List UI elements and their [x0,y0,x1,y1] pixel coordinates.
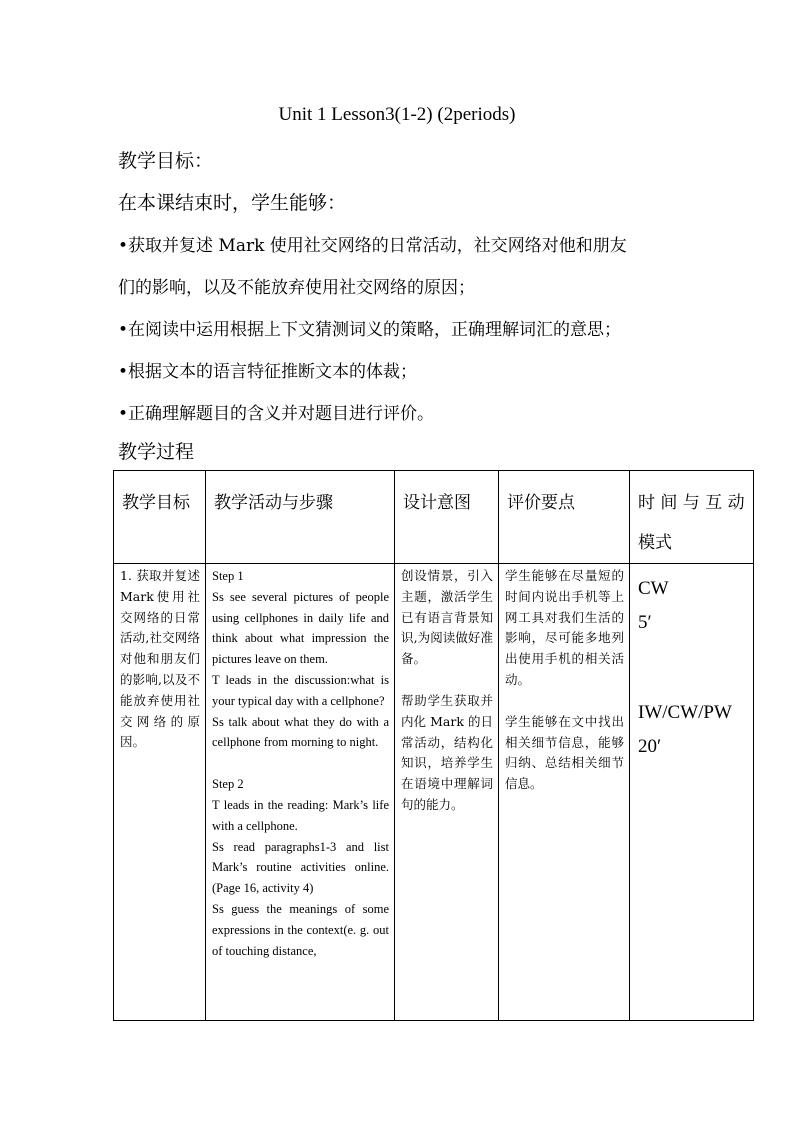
intent-spacer [401,670,493,691]
step-line: T leads in the discussion:what is your typical day with a cellphone? [212,672,389,708]
objective-text: 1. 获取并复述Mark使用社交网络的日常活动,社交网络对他和朋友们的影响,以及不能放弃使用社交网络的原因。 [120,568,200,750]
evaluation-list [499,564,629,795]
evaluation-text: 学生能够在尽量短的时间内说出手机等上网工具对我们生活的影响，尽可能多地列出使用手机的相关活动。 [505,568,624,687]
intent-list [395,564,498,816]
step-line: Ss guess the meanings of some expressions in the context(e. g. out of touching distance, [212,901,389,958]
time-spacer [638,640,745,696]
step-line: T leads in the reading: Mark’s life with a cellphone. [212,797,389,833]
header-cell [114,471,206,564]
intro-line: 在本课结束时，学生能够： [118,192,347,214]
process-heading: 教学过程 [118,441,195,463]
objective-line-4: •根据文本的语言特征推断文本的体裁； [118,362,418,382]
steps-cell [206,564,395,1021]
time-duration: 5′ [638,612,652,633]
intent-text: 创设情景，引入主题，激活学生已有语言背景知识,为阅读做好准备。 [401,568,493,667]
header-cell [630,471,754,564]
time-mode: IW/CW/PW [638,702,732,723]
header-evaluation: 评价要点 [507,493,575,513]
intent-text: 帮助学生获取并内化 Mark 的日常活动，结构化知识，培养学生在语境中理解词句的能力。 [401,692,493,812]
steps-list [206,564,394,961]
evaluation-text: 学生能够在文中找出相关细节信息，能够归纳、总结相关细节信息。 [505,713,624,792]
header-objectives: 教学目标 [122,493,190,513]
step-line: Ss read paragraphs1-3 and list Mark’s routine activities online.(Page 16, activity 4) [212,839,389,896]
lesson-table [113,470,754,1021]
step-line: Step 2 [212,777,244,792]
evaluation-spacer [505,691,624,712]
header-cell [499,471,630,564]
lesson-title: Unit 1 Lesson3(1-2) (2periods) [278,104,516,125]
objective-line-2: 们的影响，以及不能放弃使用社交网络的原因； [118,278,475,298]
step-line: Step 1 [212,569,244,583]
header-cell [395,471,499,564]
table-header-row [114,471,754,564]
step-line: Ss see several pictures of people using cellphones in daily life and think about what impression the pictures leave on them. [212,589,389,667]
time-cell [630,564,754,1021]
header-activities: 教学活动与步骤 [214,493,333,513]
time-mode: CW [638,578,669,599]
objective-line-3: •在阅读中运用根据上下文猜测词义的策略，正确理解词汇的意思； [118,320,622,340]
header-cell [206,471,395,564]
header-time-mode: 时 间 与 互 动 模式 [638,493,745,553]
evaluation-cell [499,564,630,1021]
objective-cell [114,564,206,1021]
objectives-heading: 教学目标： [118,150,214,172]
header-intent: 设计意图 [403,493,471,513]
time-list [630,564,753,764]
step-spacer [212,753,389,774]
table-row [114,564,754,1021]
intent-cell [395,564,499,1021]
objective-line-5: •正确理解题目的含义并对题目进行评价。 [118,404,435,424]
step-line: Ss talk about what they do with a cellphone from morning to night. [212,714,389,750]
objective-line-1: •获取并复述 Mark 使用社交网络的日常活动，社交网络对他和朋友 [118,236,627,256]
time-duration: 20′ [638,736,662,757]
